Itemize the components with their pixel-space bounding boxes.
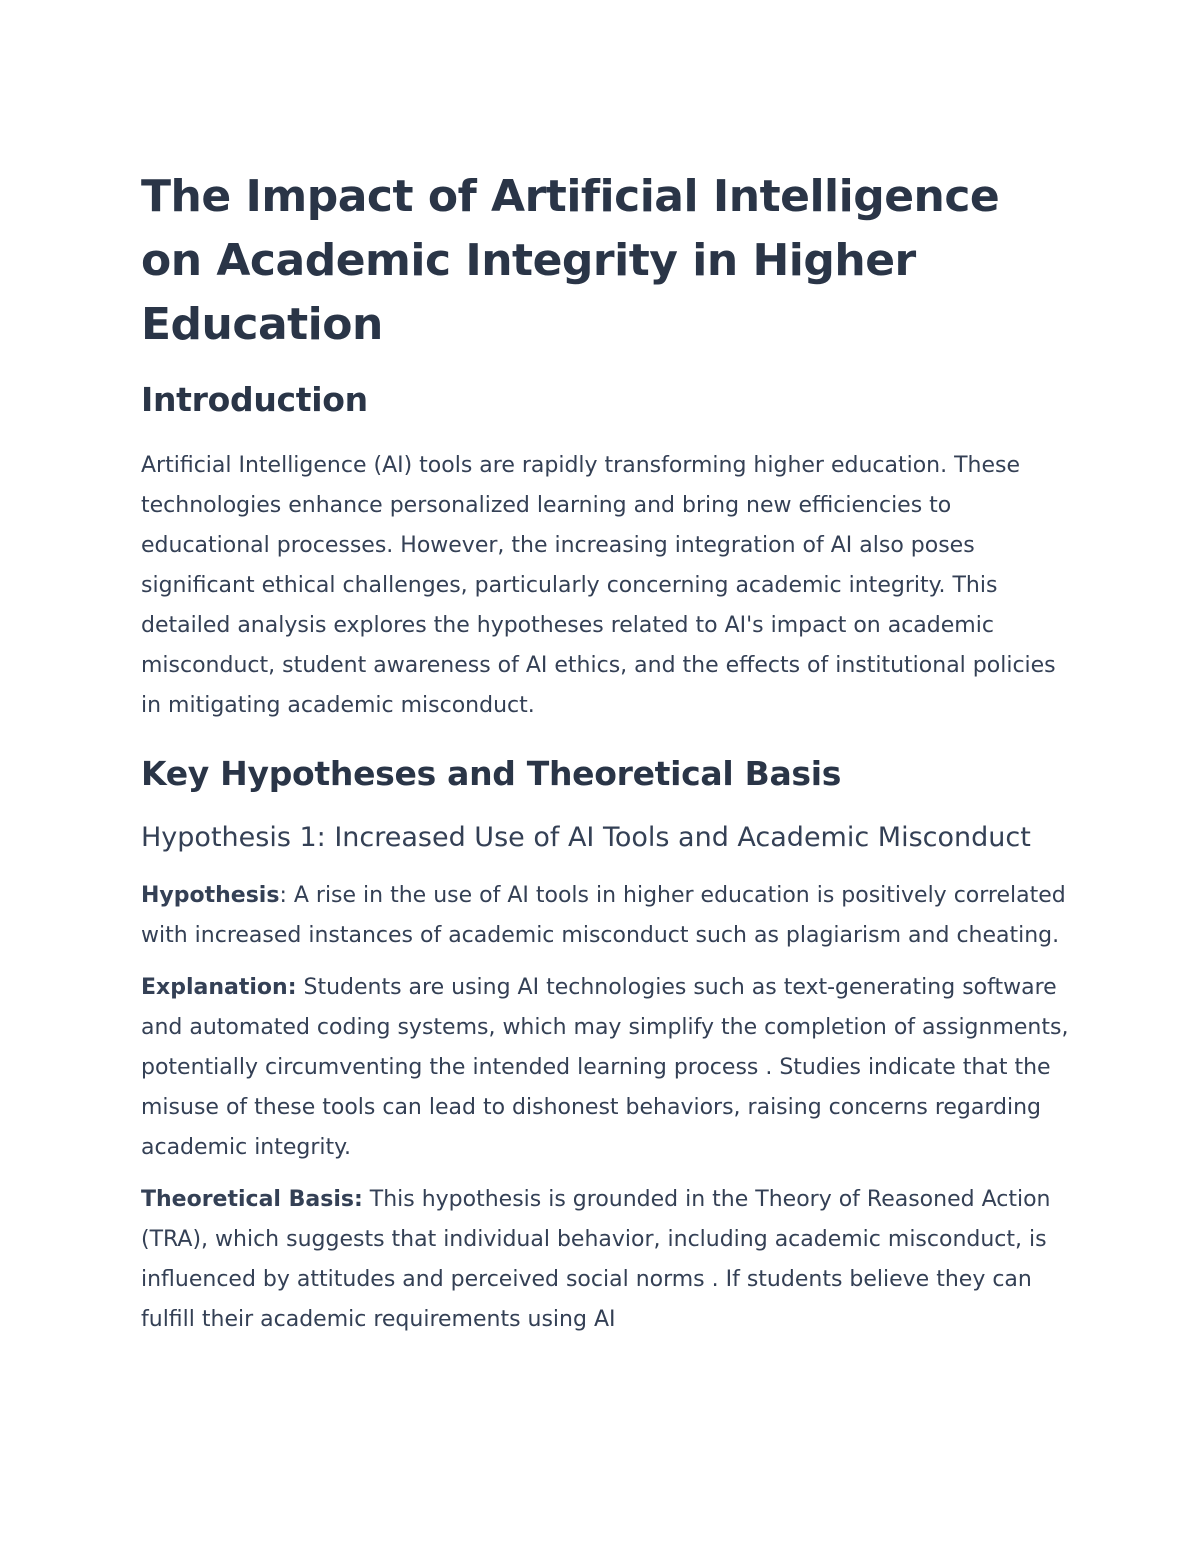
hypothesis-text: : A rise in the use of AI tools in higher education is positively correlated with increased instances of academic misconduct such as plagiarism and cheating. xyxy=(141,883,1066,948)
explanation-paragraph xyxy=(141,968,1071,1168)
theoretical-basis-paragraph xyxy=(141,1180,1071,1340)
hypothesis-label: Hypothesis xyxy=(141,883,280,908)
introduction-heading: Introduction xyxy=(141,380,368,419)
introduction-paragraph: Artificial Intelligence (AI) tools are rapidly transforming higher education. These technologies enhance personalized learning and bring new efficiencies to educational processes. However, the increasing integration of AI also poses significant ethical challenges, particularly concerning academic integrity. This detailed analysis explores the hypotheses related to AI's impact on academic misconduct, student awareness of AI ethics, and the effects of institutional policies in mitigating academic misconduct. xyxy=(141,453,1056,718)
theoretical-basis-label: Theoretical Basis: xyxy=(141,1187,363,1212)
key-hypotheses-heading: Key Hypotheses and Theoretical Basis xyxy=(141,754,842,793)
document-title: The Impact of Artificial Intelligence on Academic Integrity in Higher Education xyxy=(141,171,1000,350)
hypothesis-1-heading: Hypothesis 1: Increased Use of AI Tools and Academic Misconduct xyxy=(141,822,1031,853)
explanation-text: Students are using AI technologies such as text-generating software and automated coding systems, which may simplify the completion of assignments, potentially circumventing the intended learning process . Studies indicate that the misuse of these tools can lead to dishonest behaviors, raising concerns regarding academic integrity. xyxy=(141,975,1069,1160)
explanation-label: Explanation: xyxy=(141,975,297,1000)
document-page xyxy=(141,165,1071,1340)
hypothesis-paragraph xyxy=(141,876,1071,956)
theoretical-basis-text: This hypothesis is grounded in the Theory of Reasoned Action (TRA), which suggests that individual behavior, including academic misconduct, is influenced by attitudes and perceived social norms . If students believe they can fulfill their academic requirements using AI xyxy=(141,1187,1051,1332)
